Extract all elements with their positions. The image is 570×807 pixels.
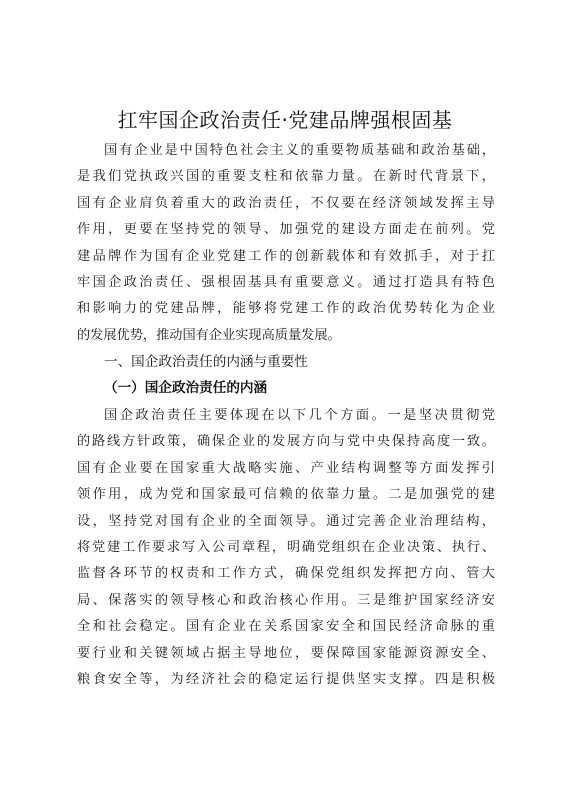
- body-paragraph: [77, 403, 495, 693]
- text-line: 全和社会稳定。国有企业在关系国家安全和国民经济命脉的重: [77, 619, 495, 635]
- text-line: 领作用，成为党和国家最可信赖的依靠力量。二是加强党的建: [77, 487, 495, 503]
- text-line: 的路线方针政策，确保企业的发展方向与党中央保持高度一致。: [77, 434, 495, 450]
- text-line: 的发展优势，推动国有企业实现高质量发展。: [77, 327, 341, 343]
- text-line: 设，坚持党对国有企业的全面领导。通过完善企业治理结构，: [77, 513, 495, 529]
- text-line: 国企政治责任主要体现在以下几个方面。一是坚决贯彻党: [104, 408, 495, 423]
- text-line: 粮食安全等，为经济社会的稳定运行提供坚实支撑。四是积极: [77, 671, 495, 687]
- text-line: 要行业和关键领域占据主导地位，要保障国家能源资源安全、: [77, 645, 495, 661]
- subsection-heading: （一）国企政治责任的内涵: [104, 380, 268, 396]
- text-line: 局、保落实的领导核心和政治核心作用。三是维护国家经济安: [77, 592, 495, 608]
- text-line: 和影响力的党建品牌，能够将党建工作的政治优势转化为企业: [77, 301, 495, 317]
- text-line: 国有企业是中国特色社会主义的重要物质基础和政治基础，: [104, 143, 495, 158]
- text-line: 国有企业要在国家重大战略实施、产业结构调整等方面发挥引: [77, 460, 495, 476]
- text-line: 将党建工作要求写入公司章程，明确党组织在企业决策、执行、: [77, 539, 495, 555]
- text-line: 牢国企政治责任、强根固基具有重要意义。通过打造具有特色: [77, 274, 495, 290]
- intro-paragraph: [77, 138, 495, 349]
- text-line: 建品牌作为国有企业党建工作的创新载体和有效抓手，对于扛: [77, 248, 495, 264]
- text-line: 国有企业肩负着重大的政治责任，不仅要在经济领域发挥主导: [77, 195, 495, 211]
- document-title: 扛牢国企政治责任·党建品牌强根固基: [117, 108, 453, 132]
- text-line: 监督各环节的权责和工作方式，确保党组织发挥把方向、管大: [77, 566, 495, 582]
- text-line: 是我们党执政兴国的重要支柱和依靠力量。在新时代背景下，: [77, 169, 495, 185]
- section-heading: 一、国企政治责任的内涵与重要性: [104, 354, 308, 370]
- text-line: 作用，更要在坚持党的领导、加强党的建设方面走在前列。党: [77, 222, 495, 238]
